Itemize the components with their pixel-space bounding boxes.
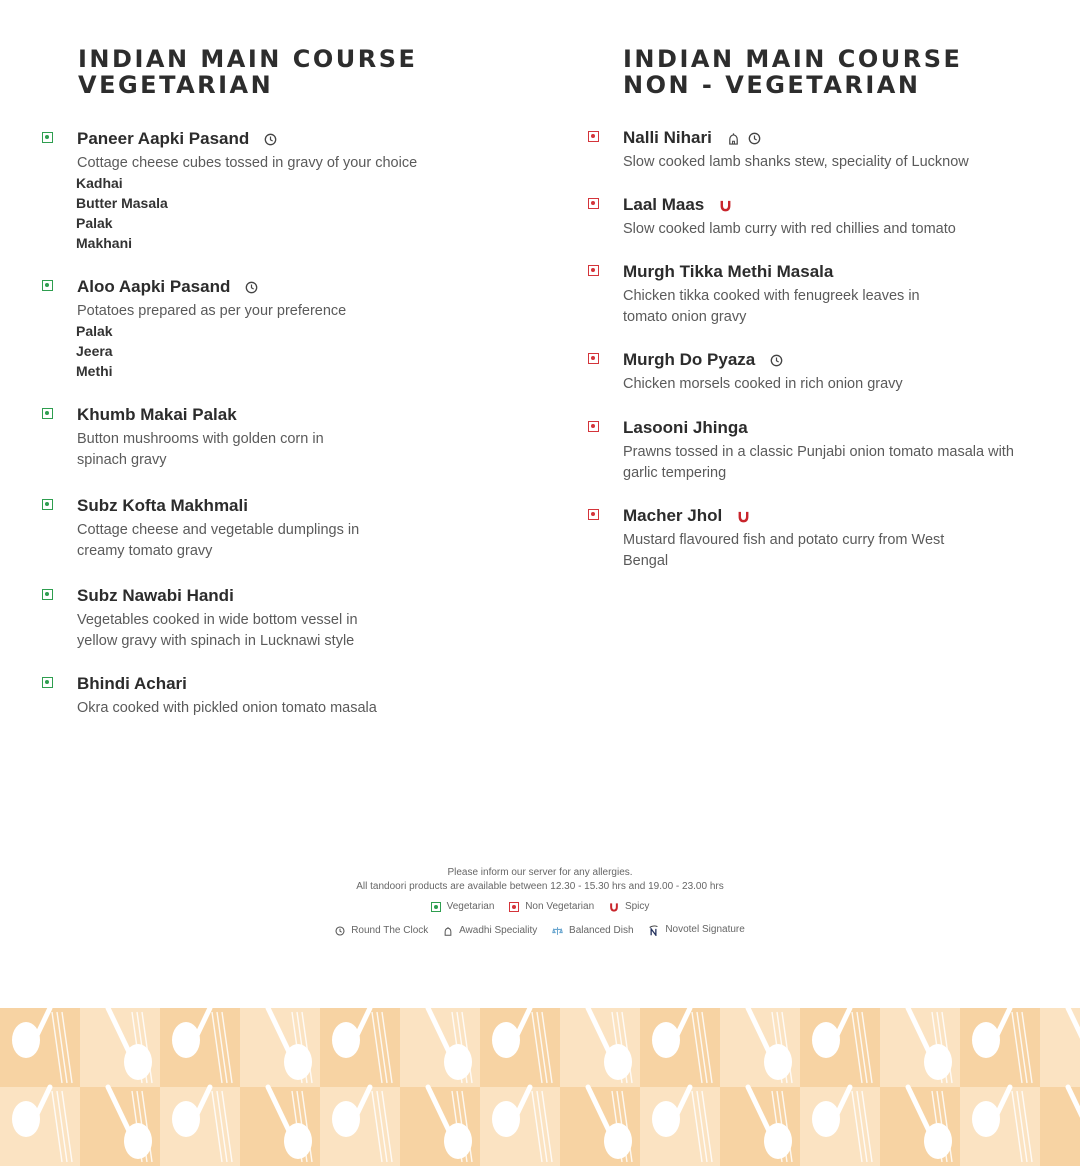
- item-name-row: [623, 128, 765, 149]
- legend-row-1: [0, 900, 1080, 917]
- nonveg-heading-line1: INDIAN MAIN COURSE: [623, 45, 963, 73]
- item-name: Khumb Makai Palak: [77, 405, 237, 424]
- item-name: Murgh Tikka Methi Masala: [623, 262, 834, 281]
- item-description: Button mushrooms with golden corn in spinach gravy: [77, 431, 324, 468]
- vegetarian-mark-icon: [42, 280, 53, 291]
- pattern-tile: [480, 1008, 560, 1087]
- item-name: Paneer Aapki Pasand: [77, 129, 250, 148]
- legend-vegetarian: [431, 900, 495, 914]
- legend-signature: [648, 923, 745, 937]
- item-description: Vegetables cooked in wide bottom vessel in yellow gravy with spinach in Lucknawi style: [77, 612, 358, 649]
- option: Palak: [76, 215, 113, 231]
- non-vegetarian-mark-icon: [509, 902, 519, 912]
- legend-spicy: [609, 900, 649, 914]
- pattern-tile: [720, 1087, 800, 1166]
- pattern-tile: [0, 1008, 80, 1087]
- vegetarian-mark-icon: [42, 589, 53, 600]
- pattern-tile: [240, 1087, 320, 1166]
- non-vegetarian-mark-icon: [588, 509, 599, 520]
- pattern-tile: [640, 1008, 720, 1087]
- item-name: Aloo Aapki Pasand: [77, 277, 231, 296]
- nonveg-heading: [623, 46, 962, 98]
- item-name-row: [77, 405, 237, 425]
- vegetarian-mark-icon: [42, 499, 53, 510]
- balanced-dish-icon: [552, 926, 563, 936]
- clock-icon: [245, 281, 258, 294]
- item-options: [76, 173, 168, 253]
- item-name: Laal Maas: [623, 195, 705, 214]
- non-vegetarian-mark-icon: [588, 265, 599, 276]
- legend-label: Awadhi Speciality: [459, 924, 538, 936]
- item-name-row: [77, 277, 262, 298]
- item-options: [76, 321, 113, 381]
- awadhi-dome-icon: [727, 132, 740, 145]
- item-name-row: [77, 129, 281, 150]
- legend-non-vegetarian: [509, 900, 594, 914]
- option: Palak: [76, 323, 113, 339]
- menu-footer: [0, 866, 1080, 941]
- item-description: Mustard flavoured fish and potato curry from West Bengal: [623, 532, 945, 569]
- option: Jeera: [76, 343, 113, 359]
- pattern-tile: [560, 1087, 640, 1166]
- vegetarian-mark-icon: [42, 132, 53, 143]
- item-name: Nalli Nihari: [623, 128, 712, 147]
- item-name: Subz Kofta Makhmali: [77, 496, 248, 515]
- item-description: Chicken morsels cooked in rich onion gravy: [623, 376, 903, 392]
- item-description: Potatoes prepared as per your preference: [77, 303, 347, 319]
- chili-icon: [719, 199, 732, 212]
- veg-heading-line1: INDIAN MAIN COURSE: [78, 45, 418, 73]
- legend-awadhi: [443, 924, 537, 938]
- decorative-cutlery-pattern: [0, 1008, 1080, 1166]
- pattern-tile: [400, 1087, 480, 1166]
- option: Makhani: [76, 235, 133, 251]
- vegetarian-mark-icon: [42, 408, 53, 419]
- pattern-tile: [800, 1008, 880, 1087]
- item-name-row: [623, 506, 754, 527]
- legend-label: Non Vegetarian: [525, 901, 595, 912]
- item-description: Slow cooked lamb curry with red chillies and tomato: [623, 221, 956, 237]
- item-name-row: [623, 350, 787, 371]
- clock-icon: [264, 133, 277, 146]
- vegetarian-mark-icon: [42, 677, 53, 688]
- pattern-tile: [80, 1087, 160, 1166]
- item-name: Bhindi Achari: [77, 674, 187, 693]
- pattern-tile: [960, 1008, 1040, 1087]
- non-vegetarian-mark-icon: [588, 421, 599, 432]
- non-vegetarian-mark-icon: [588, 131, 599, 142]
- item-name-row: [623, 262, 833, 282]
- non-vegetarian-mark-icon: [588, 353, 599, 364]
- item-name-row: [623, 418, 748, 438]
- item-description: Prawns tossed in a classic Punjabi onion tomato masala with garlic tempering: [623, 444, 1014, 481]
- novotel-signature-icon: [648, 925, 659, 936]
- clock-icon: [770, 354, 783, 367]
- legend-row-2: [0, 923, 1080, 941]
- item-name: Lasooni Jhinga: [623, 418, 748, 437]
- allergy-note: Please inform our server for any allergies.: [447, 867, 633, 878]
- legend-label: Balanced Dish: [569, 924, 634, 936]
- item-name-row: [77, 674, 187, 694]
- option: Methi: [76, 363, 113, 379]
- item-name-row: [77, 586, 234, 606]
- item-description: Cottage cheese and vegetable dumplings in creamy tomato gravy: [77, 522, 360, 559]
- item-description: Cottage cheese cubes tossed in gravy of your choice: [77, 155, 418, 171]
- clock-icon: [748, 132, 761, 145]
- veg-heading: [78, 46, 417, 98]
- option: Butter Masala: [76, 195, 168, 211]
- item-name-row: [77, 496, 248, 516]
- item-name-row: [623, 195, 736, 216]
- item-description: Slow cooked lamb shanks stew, speciality of Lucknow: [623, 154, 969, 170]
- vegetarian-mark-icon: [431, 902, 441, 912]
- clock-icon: [335, 926, 345, 936]
- non-vegetarian-mark-icon: [588, 198, 599, 209]
- chili-icon: [737, 510, 750, 523]
- item-description: Chicken tikka cooked with fenugreek leaves in tomato onion gravy: [623, 288, 920, 325]
- pattern-tile: [880, 1087, 960, 1166]
- legend-label: Novotel Signature: [665, 924, 745, 935]
- cutlery-pattern-graphic: [0, 1008, 1080, 1166]
- chili-icon: [609, 902, 619, 912]
- pattern-tile: [160, 1008, 240, 1087]
- item-description: Okra cooked with pickled onion tomato masala: [77, 700, 377, 716]
- awadhi-dome-icon: [443, 926, 453, 936]
- veg-heading-line2: VEGETARIAN: [78, 71, 274, 99]
- legend-label: Round The Clock: [351, 924, 429, 936]
- option: Kadhai: [76, 175, 123, 191]
- legend-round-the-clock: [335, 924, 428, 938]
- legend-label: Vegetarian: [446, 901, 495, 912]
- item-name: Murgh Do Pyaza: [623, 350, 756, 369]
- legend-label: Spicy: [624, 901, 650, 912]
- item-name: Subz Nawabi Handi: [77, 586, 234, 605]
- tandoori-note: All tandoori products are available between 12.30 - 15.30 hrs and 19.00 - 23.00 hrs: [356, 881, 724, 892]
- item-name: Macher Jhol: [623, 506, 723, 525]
- pattern-tile: [320, 1008, 400, 1087]
- nonveg-heading-line2: NON - VEGETARIAN: [623, 71, 921, 99]
- legend-balanced: [552, 924, 633, 938]
